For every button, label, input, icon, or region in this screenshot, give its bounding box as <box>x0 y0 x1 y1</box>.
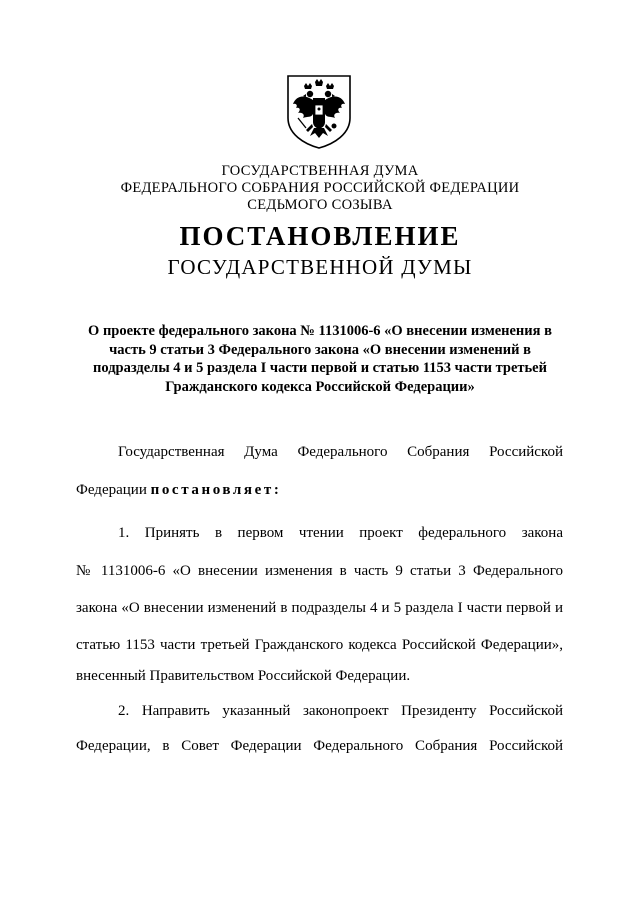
document-subtitle: ГОСУДАРСТВЕННОЙ ДУМЫ <box>167 255 473 279</box>
item-2-line: 2. Направить указанный законопроект Президенту Российской <box>118 703 563 719</box>
item-1-line: закона «О внесении изменений в подразделы 4 и 5 раздела I части первой и <box>76 600 563 616</box>
item-2-line: Федерации, в Совет Федерации Федерального Собрания Российской <box>76 738 563 754</box>
header-line-3: СЕДЬМОГО СОЗЫВА <box>247 197 393 213</box>
preamble-action: постановляет: <box>150 482 282 498</box>
coat-of-arms-icon <box>284 72 354 150</box>
preamble-text: Федерации <box>76 482 147 498</box>
header-line-2: ФЕДЕРАЛЬНОГО СОБРАНИЯ РОССИЙСКОЙ ФЕДЕРАЦИИ <box>120 180 520 196</box>
item-1-line: 1. Принять в первом чтении проект федерального закона <box>118 525 563 541</box>
item-1-line: № 1131006-6 «О внесении изменения в часть 9 статьи 3 Федерального <box>76 563 563 579</box>
document-title: ПОСТАНОВЛЕНИЕ <box>179 221 461 251</box>
preamble-line-2 <box>76 481 563 499</box>
header-line-1: ГОСУДАРСТВЕННАЯ ДУМА <box>221 163 419 179</box>
subject-line: О проекте федерального закона № 1131006-6 «О внесении изменения в <box>88 323 552 339</box>
subject-heading <box>70 322 570 396</box>
subject-line: Гражданского кодекса Российской Федерации» <box>165 378 475 395</box>
subject-line: часть 9 статьи 3 Федерального закона «О внесении изменений в <box>109 341 531 358</box>
item-1-line: статью 1153 части третьей Гражданского кодекса Российской Федерации», <box>76 637 563 653</box>
subject-line: подразделы 4 и 5 раздела I части первой и статью 1153 части третьей <box>93 360 547 376</box>
preamble-line-1: Государственная Дума Федерального Собрания Российской <box>118 444 563 460</box>
item-1-line: внесенный Правительством Российской Федерации. <box>76 668 411 684</box>
